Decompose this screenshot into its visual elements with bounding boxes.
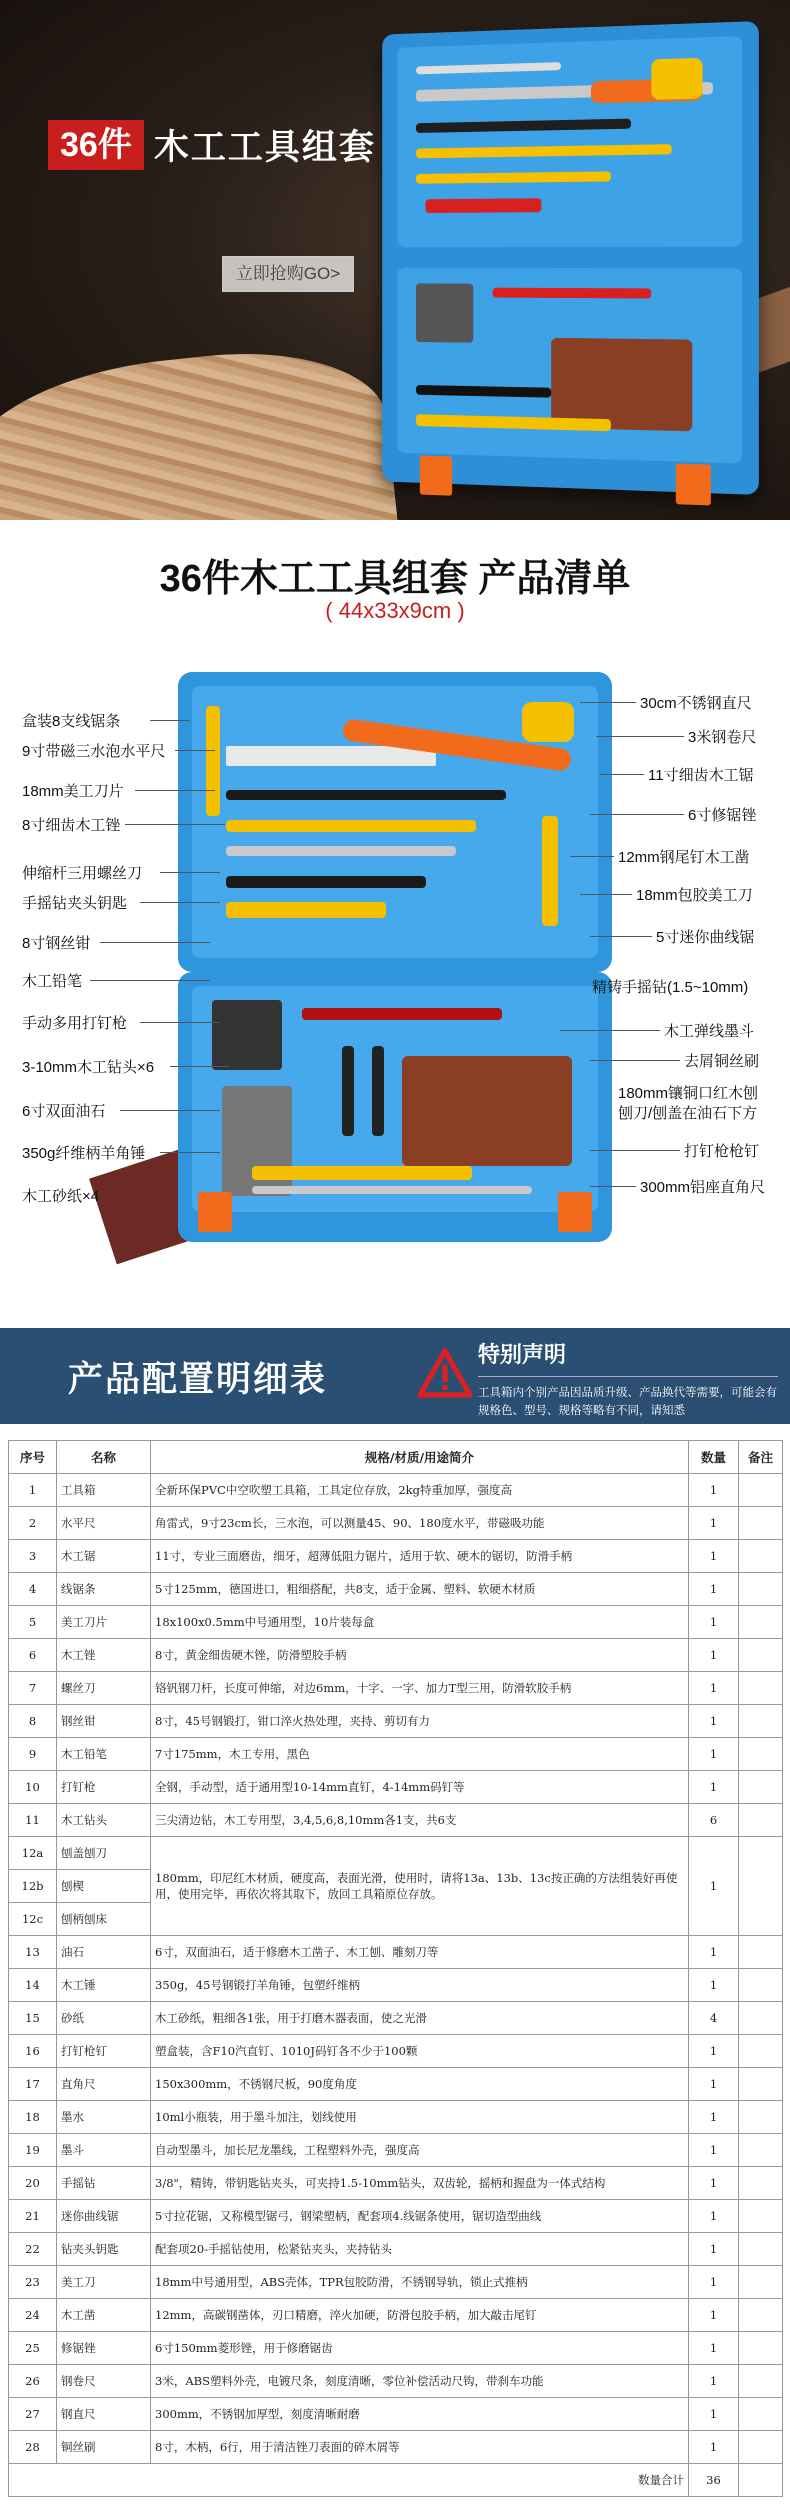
table-row (9, 1837, 783, 1870)
notice-divider (478, 1376, 778, 1377)
cell-desc: 8寸，黄金细齿硬木锉，防滑塑胶手柄 (151, 1639, 689, 1672)
label-left: 18mm美工刀片 (22, 783, 124, 800)
cell-remark (739, 2266, 783, 2299)
spec-table (8, 1440, 783, 2497)
cell-qty: 1 (689, 1639, 739, 1672)
label-right: 12mm钢尾钉木工凿 (618, 849, 750, 866)
cell-desc: 木工砂纸，粗细各1张，用于打磨木器表面，使之光滑 (151, 2002, 689, 2035)
cell-no: 9 (9, 1738, 57, 1771)
table-row (9, 2101, 783, 2134)
cell-name: 木工锉 (57, 1639, 151, 1672)
cell-no: 12a (9, 1837, 57, 1870)
table-row (9, 1573, 783, 1606)
label-right: 6寸修锯锉 (688, 807, 757, 824)
cell-no: 17 (9, 2068, 57, 2101)
cell-remark (739, 2365, 783, 2398)
cell-remark (739, 1705, 783, 1738)
cell-qty: 1 (689, 1771, 739, 1804)
table-header-row (9, 1441, 783, 1474)
table-row (9, 2299, 783, 2332)
cell-no: 6 (9, 1639, 57, 1672)
label-right: 精铸手摇钻(1.5~10mm) (592, 979, 749, 996)
cell-remark (739, 2101, 783, 2134)
cell-qty: 1 (689, 2233, 739, 2266)
cell-no: 18 (9, 2101, 57, 2134)
cell-no: 12b (9, 1870, 57, 1903)
cell-no: 24 (9, 2299, 57, 2332)
label-right: 打钉枪枪钉 (684, 1143, 760, 1160)
cell-remark (739, 2233, 783, 2266)
table-row (9, 2266, 783, 2299)
cell-remark (739, 1837, 783, 1936)
cell-remark (739, 2200, 783, 2233)
hero-badge: 36件 (48, 120, 144, 170)
cell-name: 刨盖刨刀 (57, 1837, 151, 1870)
cell-desc: 11寸，专业三面磨齿，细牙，超薄低阻力锯片，适用于软、硬木的锯切，防滑手柄 (151, 1540, 689, 1573)
cell-qty: 1 (689, 2266, 739, 2299)
label-left: 盒装8支线锯条 (22, 713, 121, 730)
cell-qty: 1 (689, 1474, 739, 1507)
cell-remark (739, 2134, 783, 2167)
cell-desc: 塑盒装，含F10汽直钉、1010J码钉各不少于100颗 (151, 2035, 689, 2068)
cell-qty: 1 (689, 2431, 739, 2464)
table-row (9, 2167, 783, 2200)
label-left: 伸缩杆三用螺丝刀 (22, 865, 143, 882)
label-left: 木工铅笔 (22, 973, 83, 990)
cell-qty: 6 (689, 1804, 739, 1837)
cell-no: 12c (9, 1903, 57, 1936)
cell-name: 美工刀 (57, 2266, 151, 2299)
label-right: 30cm不锈钢直尺 (640, 695, 752, 712)
cell-no: 19 (9, 2134, 57, 2167)
table-row (9, 1936, 783, 1969)
label-left: 6寸双面油石 (22, 1103, 106, 1120)
cell-remark (739, 2464, 783, 2497)
cell-remark (739, 2431, 783, 2464)
header-desc: 规格/材质/用途简介 (151, 1441, 689, 1474)
cell-remark (739, 1738, 783, 1771)
cell-remark (739, 2002, 783, 2035)
cell-no: 16 (9, 2035, 57, 2068)
cell-remark (739, 1474, 783, 1507)
cell-name: 直角尺 (57, 2068, 151, 2101)
cell-desc: 8寸，木柄，6行，用于清洁锉刀表面的碎木屑等 (151, 2431, 689, 2464)
cell-desc: 角雷式，9寸23cm长，三水泡，可以测量45、90、180度水平，带磁吸功能 (151, 1507, 689, 1540)
cell-no: 2 (9, 1507, 57, 1540)
cell-name: 铜丝刷 (57, 2431, 151, 2464)
cell-name: 刨柄刨床 (57, 1903, 151, 1936)
cell-desc: 5寸125mm，德国进口，粗细搭配，共8支，适于金属、塑料、软硬木材质 (151, 1573, 689, 1606)
label-left: 350g纤维柄羊角锤 (22, 1145, 146, 1162)
cell-name: 迷你曲线锯 (57, 2200, 151, 2233)
cell-qty: 1 (689, 1738, 739, 1771)
cell-no: 5 (9, 1606, 57, 1639)
cell-remark (739, 2167, 783, 2200)
label-left: 手摇钻夹头钥匙 (22, 895, 128, 912)
cell-name: 木工铅笔 (57, 1738, 151, 1771)
table-row (9, 2365, 783, 2398)
label-left: 9寸带磁三水泡水平尺 (22, 743, 166, 760)
cell-qty: 1 (689, 1936, 739, 1969)
table-row (9, 2398, 783, 2431)
cell-name: 工具箱 (57, 1474, 151, 1507)
cell-no: 1 (9, 1474, 57, 1507)
cell-name: 水平尺 (57, 1507, 151, 1540)
cell-qty: 1 (689, 2398, 739, 2431)
cell-no: 10 (9, 1771, 57, 1804)
cell-desc: 6寸，双面油石，适于修磨木工凿子、木工刨、雕刻刀等 (151, 1936, 689, 1969)
label-left: 3-10mm木工钻头×6 (22, 1059, 155, 1076)
cell-desc: 12mm，高碳钢凿体，刃口精磨，淬火加硬，防滑包胶手柄，加大敲击尾钉 (151, 2299, 689, 2332)
cell-no: 4 (9, 1573, 57, 1606)
cell-desc: 300mm，不锈钢加厚型，刻度清晰耐磨 (151, 2398, 689, 2431)
cell-qty: 1 (689, 2101, 739, 2134)
label-right: 11寸细齿木工锯 (648, 767, 754, 784)
cell-name: 墨水 (57, 2101, 151, 2134)
table-row (9, 1804, 783, 1837)
table-row (9, 2035, 783, 2068)
cell-name: 美工刀片 (57, 1606, 151, 1639)
cell-remark (739, 2068, 783, 2101)
cell-desc: 150x300mm，不锈钢尺板，90度角度 (151, 2068, 689, 2101)
table-row (9, 2233, 783, 2266)
config-title: 产品配置明细表 (68, 1360, 328, 1399)
total-row (9, 2464, 783, 2497)
header-remark: 备注 (739, 1441, 783, 1474)
header-qty: 数量 (689, 1441, 739, 1474)
table-row (9, 2002, 783, 2035)
cell-remark (739, 1639, 783, 1672)
cell-name: 螺丝刀 (57, 1672, 151, 1705)
cell-desc: 18mm中号通用型，ABS壳体，TPR包胶防滑，不锈钢导轨，锁止式推柄 (151, 2266, 689, 2299)
table-row (9, 2431, 783, 2464)
cell-desc: 350g，45号钢锻打羊角锤，包塑纤维柄 (151, 1969, 689, 2002)
cell-name: 木工锤 (57, 1969, 151, 2002)
wood-block-image (0, 338, 399, 520)
cell-no: 23 (9, 2266, 57, 2299)
label-right: 3米钢卷尺 (688, 729, 757, 746)
cell-qty: 1 (689, 2035, 739, 2068)
table-row (9, 1540, 783, 1573)
label-right: 180mm镶铜口红木刨 (618, 1085, 759, 1102)
total-value: 36 (689, 2464, 739, 2497)
cell-name: 钢直尺 (57, 2398, 151, 2431)
cell-qty: 1 (689, 1573, 739, 1606)
cell-name: 木工钻头 (57, 1804, 151, 1837)
hero-title-text: 木工工具组套 (153, 128, 376, 167)
table-row (9, 1771, 783, 1804)
label-right: 300mm铝座直角尺 (640, 1179, 766, 1196)
cell-no: 20 (9, 2167, 57, 2200)
warning-icon (418, 1348, 472, 1398)
cell-remark (739, 1540, 783, 1573)
cell-qty: 1 (689, 1507, 739, 1540)
cell-name: 打钉枪钉 (57, 2035, 151, 2068)
cell-remark (739, 1804, 783, 1837)
cell-qty: 1 (689, 1672, 739, 1705)
cell-name: 砂纸 (57, 2002, 151, 2035)
label-right: 5寸迷你曲线锯 (656, 929, 755, 946)
label-left: 8寸钢丝钳 (22, 935, 91, 952)
cell-remark (739, 1672, 783, 1705)
table-row (9, 1507, 783, 1540)
cell-qty: 1 (689, 2068, 739, 2101)
cell-name: 打钉枪 (57, 1771, 151, 1804)
cell-name: 钢卷尺 (57, 2365, 151, 2398)
cell-name: 木工凿 (57, 2299, 151, 2332)
cell-name: 手摇钻 (57, 2167, 151, 2200)
cell-remark (739, 1969, 783, 2002)
cell-desc: 10ml小瓶装，用于墨斗加注，划线使用 (151, 2101, 689, 2134)
table-row (9, 2200, 783, 2233)
table-row (9, 2332, 783, 2365)
cell-no: 21 (9, 2200, 57, 2233)
table-row (9, 1474, 783, 1507)
cell-no: 27 (9, 2398, 57, 2431)
table-row (9, 1738, 783, 1771)
list-title: 36件木工工具组套 产品清单 (159, 558, 631, 600)
cell-remark (739, 1606, 783, 1639)
cell-no: 14 (9, 1969, 57, 2002)
cell-desc: 自动型墨斗，加长尼龙墨线，工程塑料外壳，强度高 (151, 2134, 689, 2167)
cell-desc: 3/8"，精铸，带钥匙钻夹头，可夹持1.5-10mm钻头，双齿轮，摇柄和握盘为一体式结构 (151, 2167, 689, 2200)
cell-qty: 1 (689, 2200, 739, 2233)
header-name: 名称 (57, 1441, 151, 1474)
label-right: 去屑铜丝刷 (684, 1053, 760, 1070)
buy-now-button[interactable]: 立即抢购GO> (222, 256, 354, 292)
total-label: 数量合计 (9, 2464, 689, 2497)
cell-no: 15 (9, 2002, 57, 2035)
table-row (9, 2068, 783, 2101)
cell-remark (739, 1936, 783, 1969)
label-right: 刨刀/刨盖在油石下方 (618, 1105, 758, 1122)
notice-text: 工具箱内个别产品因品质升级、产品换代等需要，可能会有规格色、型号、规格等略有不同，请知悉 (478, 1387, 777, 1417)
cell-qty: 1 (689, 1540, 739, 1573)
cell-desc: 三尖清边钻，木工专用型，3,4,5,6,8,10mm各1支，共6支 (151, 1804, 689, 1837)
cell-desc: 全钢，手动型，适于通用型10-14mm直钉，4-14mm码钉等 (151, 1771, 689, 1804)
cell-desc: 180mm，印尼红木材质，硬度高，表面光滑，使用时，请将13a、13b、13c按正确的方法组装好再使用，使用完毕，再依次将其取下，放回工具箱原位存放。 (151, 1837, 689, 1936)
cell-remark (739, 2035, 783, 2068)
table-row (9, 1606, 783, 1639)
cell-name: 线锯条 (57, 1573, 151, 1606)
cell-name: 油石 (57, 1936, 151, 1969)
header-no: 序号 (9, 1441, 57, 1474)
table-row (9, 1705, 783, 1738)
cell-no: 8 (9, 1705, 57, 1738)
cell-name: 木工锯 (57, 1540, 151, 1573)
cell-no: 26 (9, 2365, 57, 2398)
label-left: 手动多用打钉枪 (22, 1015, 128, 1032)
cell-qty: 1 (689, 1969, 739, 2002)
cell-qty: 1 (689, 2299, 739, 2332)
cell-qty: 1 (689, 1705, 739, 1738)
cell-desc: 5寸拉花锯，又称模型锯弓，钢梁塑柄，配套项4.线锯条使用，锯切造型曲线 (151, 2200, 689, 2233)
list-size: ( 44x33x9cm ) (325, 598, 465, 623)
cell-desc: 3米，ABS塑料外壳，电镀尺条，刻度清晰，零位补偿活动尺钩，带刹车功能 (151, 2365, 689, 2398)
cell-remark (739, 2332, 783, 2365)
label-right: 18mm包胶美工刀 (636, 887, 753, 904)
cell-name: 修锯锉 (57, 2332, 151, 2365)
label-left: 木工砂纸×4 (22, 1188, 100, 1205)
cell-name: 刨楔 (57, 1870, 151, 1903)
cell-qty: 4 (689, 2002, 739, 2035)
cell-remark (739, 2398, 783, 2431)
cell-desc: 全新环保PVC中空吹塑工具箱，工具定位存放，2kg特重加厚，强度高 (151, 1474, 689, 1507)
cell-desc: 铬钒钢刀杆，长度可伸缩，对边6mm，十字、一字、加力T型三用，防滑软胶手柄 (151, 1672, 689, 1705)
cell-qty: 1 (689, 2167, 739, 2200)
cell-no: 7 (9, 1672, 57, 1705)
cell-qty: 1 (689, 2332, 739, 2365)
table-row (9, 2134, 783, 2167)
cell-qty: 1 (689, 2365, 739, 2398)
cell-no: 22 (9, 2233, 57, 2266)
hero-title (48, 120, 376, 170)
cell-name: 墨斗 (57, 2134, 151, 2167)
cell-no: 11 (9, 1804, 57, 1837)
notice-title: 特别声明 (478, 1342, 567, 1367)
cell-remark (739, 1573, 783, 1606)
toolbox-diagram-image (178, 672, 612, 1242)
cell-qty: 1 (689, 2134, 739, 2167)
hero-toolbox-image (382, 21, 759, 495)
cell-remark (739, 2299, 783, 2332)
cell-name: 钢丝钳 (57, 1705, 151, 1738)
cell-desc: 7寸175mm，木工专用，黑色 (151, 1738, 689, 1771)
cell-qty: 1 (689, 1606, 739, 1639)
cell-name: 钻夹头钥匙 (57, 2233, 151, 2266)
cell-desc: 6寸150mm菱形锉，用于修磨锯齿 (151, 2332, 689, 2365)
cell-desc: 配套项20-手摇钻使用，松紧钻夹头，夹持钻头 (151, 2233, 689, 2266)
cell-desc: 18x100x0.5mm中号通用型，10片装每盒 (151, 1606, 689, 1639)
label-left: 8寸细齿木工锉 (22, 817, 121, 834)
cell-qty: 1 (689, 1837, 739, 1936)
cell-remark (739, 1507, 783, 1540)
cell-desc: 8寸，45号钢锻打，钳口淬火热处理，夹持、剪切有力 (151, 1705, 689, 1738)
table-row (9, 1639, 783, 1672)
cell-no: 13 (9, 1936, 57, 1969)
table-row (9, 1969, 783, 2002)
cell-no: 3 (9, 1540, 57, 1573)
cell-no: 28 (9, 2431, 57, 2464)
hero-banner (0, 0, 790, 520)
label-right: 木工弹线墨斗 (664, 1023, 755, 1040)
cell-remark (739, 1771, 783, 1804)
table-row (9, 1672, 783, 1705)
cell-no: 25 (9, 2332, 57, 2365)
